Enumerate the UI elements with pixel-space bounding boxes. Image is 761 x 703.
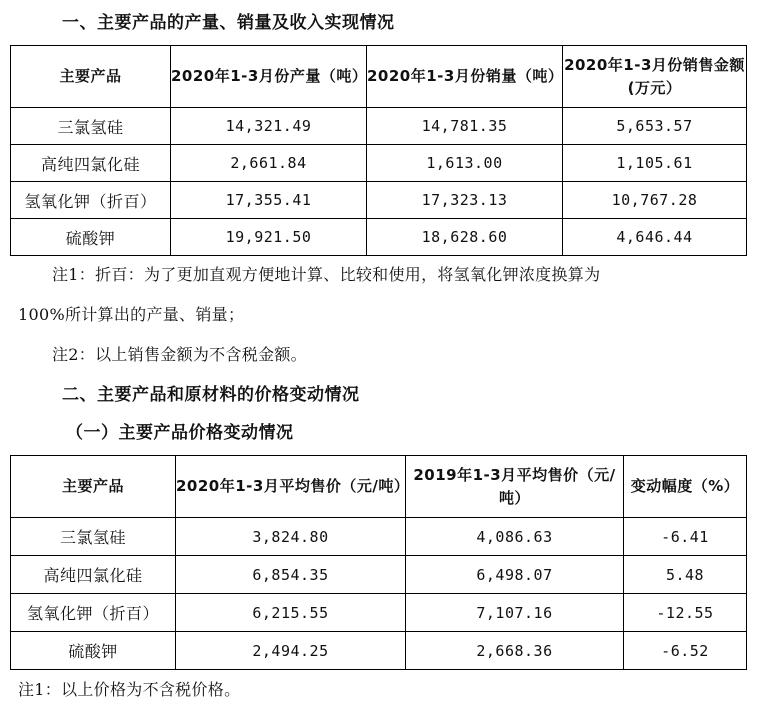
product-cell: 硫酸钾 <box>11 632 176 670</box>
product-cell: 高纯四氯化硅 <box>11 145 171 182</box>
table-row <box>11 518 747 556</box>
price-change-table <box>10 455 747 670</box>
value-cell: -12.55 <box>624 594 747 632</box>
value-cell: 1,613.00 <box>367 145 563 182</box>
value-cell: 6,498.07 <box>406 556 624 594</box>
product-cell: 三氯氢硅 <box>11 108 171 145</box>
value-cell: 6,854.35 <box>176 556 406 594</box>
product-cell: 硫酸钾 <box>11 219 171 256</box>
note1-line1: 注1：折百：为了更加直观方便地计算、比较和使用，将氢氧化钾浓度换算为 <box>52 265 601 284</box>
section2-heading: 二、主要产品和原材料的价格变动情况 <box>62 385 360 405</box>
header-product: 主要产品 <box>11 46 171 108</box>
note1-line2: 100%所计算出的产量、销量； <box>18 305 245 324</box>
value-cell: 18,628.60 <box>367 219 563 256</box>
product-cell: 三氯氢硅 <box>11 518 176 556</box>
section2-subheading: （一）主要产品价格变动情况 <box>66 423 294 443</box>
value-cell: 17,323.13 <box>367 182 563 219</box>
value-cell: 19,921.50 <box>171 219 367 256</box>
production-sales-table <box>10 45 747 256</box>
header-production: 2020年1-3月份产量（吨） <box>171 46 367 108</box>
value-cell: -6.52 <box>624 632 747 670</box>
section2-note1: 注1：以上价格为不含税价格。 <box>18 680 241 699</box>
value-cell: 2,661.84 <box>171 145 367 182</box>
table-row <box>11 632 747 670</box>
table-header-row <box>11 46 747 108</box>
value-cell: 2,494.25 <box>176 632 406 670</box>
table-row <box>11 594 747 632</box>
header-change: 变动幅度（%） <box>624 456 747 518</box>
note2: 注2：以上销售金额为不含税金额。 <box>52 345 307 364</box>
value-cell: 7,107.16 <box>406 594 624 632</box>
value-cell: 14,781.35 <box>367 108 563 145</box>
value-cell: 6,215.55 <box>176 594 406 632</box>
value-cell: 4,086.63 <box>406 518 624 556</box>
product-cell: 高纯四氯化硅 <box>11 556 176 594</box>
value-cell: 3,824.80 <box>176 518 406 556</box>
section1-heading: 一、主要产品的产量、销量及收入实现情况 <box>62 13 395 33</box>
value-cell: 2,668.36 <box>406 632 624 670</box>
value-cell: 5.48 <box>624 556 747 594</box>
table-row <box>11 219 747 256</box>
value-cell: 4,646.44 <box>563 219 747 256</box>
value-cell: 10,767.28 <box>563 182 747 219</box>
header-sales-amount: 2020年1-3月份销售金额(万元） <box>563 46 747 108</box>
header-product: 主要产品 <box>11 456 176 518</box>
value-cell: 5,653.57 <box>563 108 747 145</box>
table-header-row <box>11 456 747 518</box>
header-sales-volume: 2020年1-3月份销量（吨） <box>367 46 563 108</box>
table-row <box>11 182 747 219</box>
product-cell: 氢氧化钾（折百） <box>11 182 171 219</box>
table-row <box>11 556 747 594</box>
value-cell: 17,355.41 <box>171 182 367 219</box>
value-cell: 14,321.49 <box>171 108 367 145</box>
header-price-2019: 2019年1-3月平均售价（元/吨） <box>406 456 624 518</box>
product-cell: 氢氧化钾（折百） <box>11 594 176 632</box>
value-cell: 1,105.61 <box>563 145 747 182</box>
value-cell: -6.41 <box>624 518 747 556</box>
header-price-2020: 2020年1-3月平均售价（元/吨） <box>176 456 406 518</box>
table-row <box>11 145 747 182</box>
table-row <box>11 108 747 145</box>
